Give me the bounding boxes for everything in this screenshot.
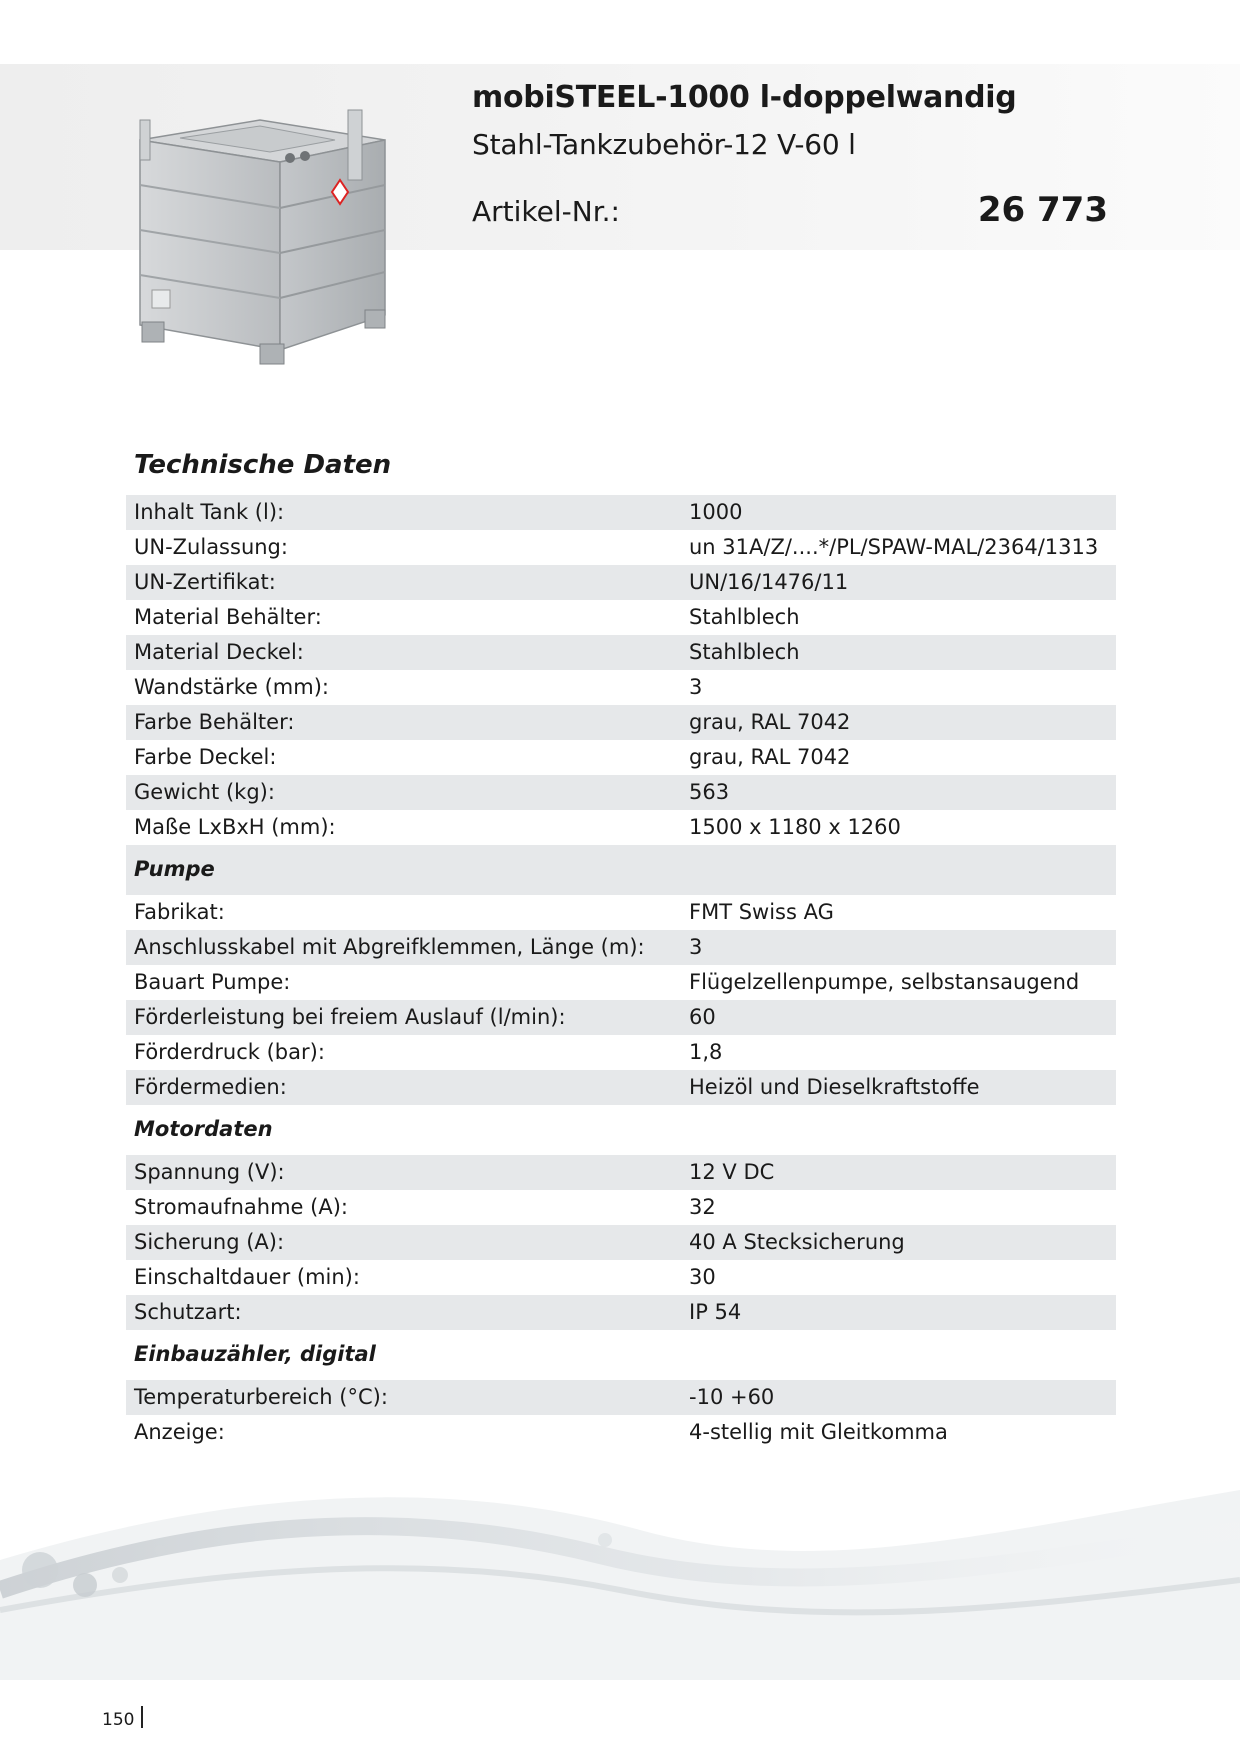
spec-value: Stahlblech	[689, 640, 800, 664]
spec-row	[126, 810, 1116, 845]
spec-label: Anschlusskabel mit Abgreifklemmen, Länge (m):	[134, 935, 645, 959]
spec-label: Bauart Pumpe:	[134, 970, 291, 994]
spec-row	[126, 1190, 1116, 1225]
spec-value: 563	[689, 780, 730, 804]
spec-label: Fördermedien:	[134, 1075, 287, 1099]
spec-row	[126, 1035, 1116, 1070]
spec-value: UN/16/1476/11	[689, 570, 849, 594]
section-title: Technische Daten	[134, 450, 392, 480]
subsection-heading-row	[126, 845, 1116, 895]
spec-value: grau, RAL 7042	[689, 710, 851, 734]
spec-row	[126, 930, 1116, 965]
spec-label: Maße LxBxH (mm):	[134, 815, 336, 839]
subsection-heading: Motordaten	[134, 1117, 273, 1141]
spec-label: Gewicht (kg):	[134, 780, 275, 804]
tank-product-image	[120, 100, 420, 370]
spec-label: Fabrikat:	[134, 900, 225, 924]
subsection-heading: Einbauzähler, digital	[134, 1342, 376, 1366]
spec-value: IP 54	[689, 1300, 742, 1324]
spec-label: Temperaturbereich (°C):	[134, 1385, 388, 1409]
spec-label: UN-Zulassung:	[134, 535, 288, 559]
spec-label: Sicherung (A):	[134, 1230, 285, 1254]
spec-value: FMT Swiss AG	[689, 900, 834, 924]
spec-label: Stromaufnahme (A):	[134, 1195, 348, 1219]
spec-label: Spannung (V):	[134, 1160, 285, 1184]
spec-label: Inhalt Tank (l):	[134, 500, 285, 524]
spec-row	[126, 1260, 1116, 1295]
spec-label: Anzeige:	[134, 1420, 225, 1444]
spec-value: Heizöl und Dieselkraftstoffe	[689, 1075, 980, 1099]
page-number: 150	[102, 1710, 135, 1730]
spec-value: -10 +60	[689, 1385, 775, 1409]
spec-row	[126, 1225, 1116, 1260]
spec-label: UN-Zertifikat:	[134, 570, 276, 594]
spec-label: Material Behälter:	[134, 605, 322, 629]
spec-label: Einschaltdauer (min):	[134, 1265, 360, 1289]
spec-value: 60	[689, 1005, 716, 1029]
spec-row	[126, 1155, 1116, 1190]
spec-row	[126, 1070, 1116, 1105]
spec-value: 1000	[689, 500, 743, 524]
spec-value: 4-stellig mit Gleitkomma	[689, 1420, 948, 1444]
spec-row	[126, 705, 1116, 740]
spec-value: Stahlblech	[689, 605, 800, 629]
spec-row	[126, 565, 1116, 600]
spec-value: 1,8	[689, 1040, 723, 1064]
spec-value: 40 A Stecksicherung	[689, 1230, 905, 1254]
subsection-heading: Pumpe	[134, 857, 215, 881]
spec-table	[126, 495, 1116, 1450]
spec-value: grau, RAL 7042	[689, 745, 851, 769]
water-splash-decoration	[0, 1380, 1240, 1680]
subsection-heading-row	[126, 1105, 1116, 1155]
spec-row	[126, 1000, 1116, 1035]
spec-row	[126, 965, 1116, 1000]
spec-row	[126, 775, 1116, 810]
spec-value: 30	[689, 1265, 716, 1289]
spec-label: Wandstärke (mm):	[134, 675, 329, 699]
spec-label: Farbe Behälter:	[134, 710, 295, 734]
page-number-divider	[141, 1706, 143, 1728]
spec-label: Farbe Deckel:	[134, 745, 277, 769]
spec-row	[126, 635, 1116, 670]
spec-label: Förderdruck (bar):	[134, 1040, 325, 1064]
spec-row	[126, 740, 1116, 775]
product-title: mobiSTEEL-1000 l-doppelwandig	[472, 80, 1017, 115]
spec-row	[126, 670, 1116, 705]
spec-row	[126, 600, 1116, 635]
subsection-heading-row	[126, 1330, 1116, 1380]
article-number: 26 773	[977, 190, 1108, 230]
spec-row	[126, 530, 1116, 565]
spec-value: 3	[689, 935, 703, 959]
product-subtitle: Stahl-Tankzubehör-12 V-60 l	[472, 128, 856, 161]
spec-value: 1500 x 1180 x 1260	[689, 815, 901, 839]
spec-value: un 31A/Z/....*/PL/SPAW-MAL/2364/1313	[689, 535, 1099, 559]
spec-value: 12 V DC	[689, 1160, 775, 1184]
spec-row	[126, 895, 1116, 930]
spec-value: Flügelzellenpumpe, selbstansaugend	[689, 970, 1080, 994]
spec-value: 3	[689, 675, 703, 699]
spec-label: Schutzart:	[134, 1300, 242, 1324]
spec-label: Förderleistung bei freiem Auslauf (l/min):	[134, 1005, 566, 1029]
article-number-label: Artikel-Nr.:	[472, 195, 620, 228]
spec-row	[126, 1295, 1116, 1330]
spec-value: 32	[689, 1195, 716, 1219]
spec-label: Material Deckel:	[134, 640, 304, 664]
spec-row	[126, 495, 1116, 530]
